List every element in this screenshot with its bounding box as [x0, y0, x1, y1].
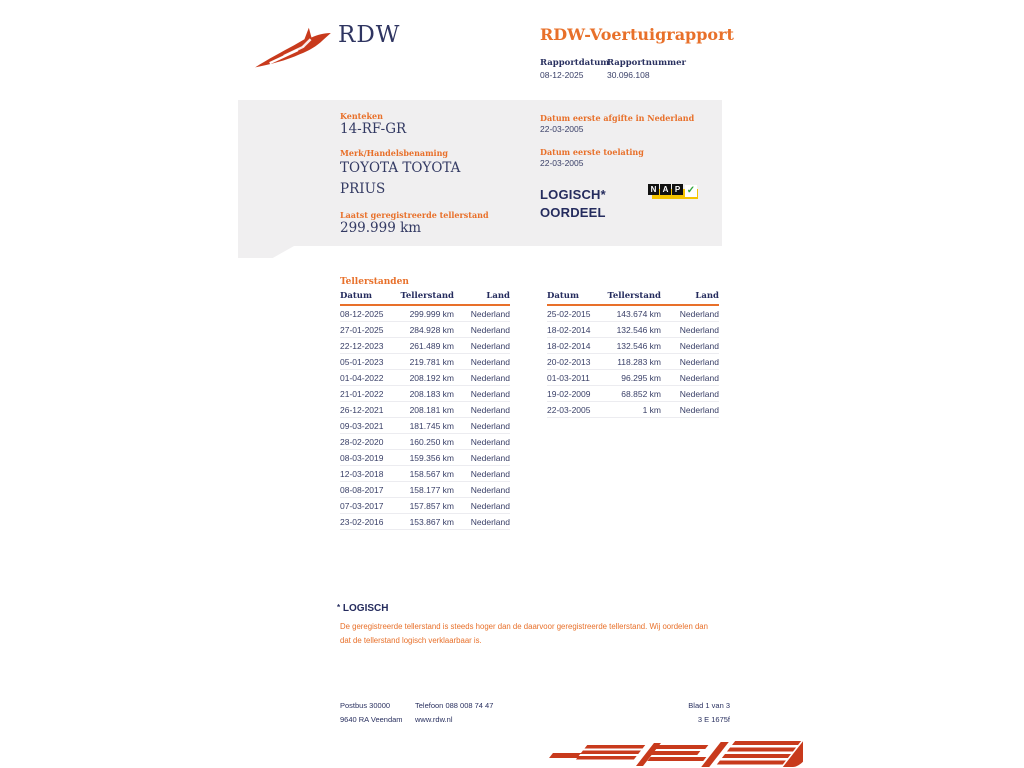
table-cell: 01-04-2022 — [340, 370, 396, 386]
merk-label: Merk/Handelsbenaming — [340, 148, 449, 158]
tellerstanden-title: Tellerstanden — [340, 277, 409, 287]
table-row — [340, 322, 510, 338]
footer-address-line2: 9640 RA Veendam — [340, 715, 403, 724]
report-number-value: 30.096.108 — [607, 70, 650, 80]
table-cell: 22-03-2005 — [547, 402, 603, 418]
table-cell: 208.192 km — [396, 370, 454, 386]
nap-letter-n: N — [648, 184, 659, 195]
footer-address-line1: Postbus 30000 — [340, 701, 391, 710]
column-header-tellerstand: Tellerstand — [396, 290, 454, 305]
column-header-land: Land — [454, 290, 510, 305]
tellerstanden-table-right — [547, 290, 719, 418]
afgifte-value: 22-03-2005 — [540, 124, 584, 134]
footnote-heading — [337, 603, 388, 614]
table-cell: 25-02-2015 — [547, 305, 603, 322]
nap-letter-p: P — [672, 184, 683, 195]
table-row — [547, 322, 719, 338]
column-header-land: Land — [661, 290, 719, 305]
table-cell: 18-02-2014 — [547, 322, 603, 338]
table-cell: Nederland — [454, 466, 510, 482]
rdw-logo-wordmark: RDW — [338, 22, 401, 48]
table-row — [547, 402, 719, 418]
table-cell: 132.546 km — [603, 338, 661, 354]
table-row — [340, 418, 510, 434]
table-cell: 22-12-2023 — [340, 338, 396, 354]
footer-form-code: 3 E 1675f — [697, 715, 730, 724]
table-cell: 20-02-2013 — [547, 354, 603, 370]
tellerstanden-table-left — [340, 290, 510, 530]
table-cell: 08-12-2025 — [340, 305, 396, 322]
nap-letter-a: A — [660, 184, 671, 195]
footnote-text — [340, 620, 708, 648]
table-cell: Nederland — [454, 514, 510, 530]
footer-website: www.rdw.nl — [415, 715, 453, 724]
table-cell: 01-03-2011 — [547, 370, 603, 386]
report-number-label: Rapportnummer — [607, 58, 686, 68]
table-row — [547, 305, 719, 322]
table-cell: Nederland — [454, 370, 510, 386]
table-cell: 19-02-2009 — [547, 386, 603, 402]
table-row — [340, 386, 510, 402]
tellerstand-label: Laatst geregistreerde tellerstand — [340, 210, 489, 220]
nap-logo — [648, 184, 700, 202]
table-cell: Nederland — [661, 305, 719, 322]
rdw-bird-logo-icon — [252, 26, 334, 70]
table-cell: 12-03-2018 — [340, 466, 396, 482]
table-row — [340, 434, 510, 450]
table-cell: Nederland — [661, 370, 719, 386]
table-cell: 08-03-2019 — [340, 450, 396, 466]
table-cell: Nederland — [454, 434, 510, 450]
table-cell: 143.674 km — [603, 305, 661, 322]
table-cell: Nederland — [454, 482, 510, 498]
table-cell: 118.283 km — [603, 354, 661, 370]
table-cell: 23-02-2016 — [340, 514, 396, 530]
column-header-tellerstand: Tellerstand — [603, 290, 661, 305]
table-cell: Nederland — [454, 402, 510, 418]
table-cell: 181.745 km — [396, 418, 454, 434]
footer-page-indicator: Blad 1 van 3 — [688, 701, 730, 710]
table-cell: Nederland — [661, 354, 719, 370]
table-row — [340, 305, 510, 322]
merk-value: TOYOTA TOYOTA PRIUS — [340, 160, 461, 197]
table-cell: 261.489 km — [396, 338, 454, 354]
table-row — [547, 370, 719, 386]
table-cell: 18-02-2014 — [547, 338, 603, 354]
table-cell: Nederland — [454, 305, 510, 322]
footer-phone: Telefoon 088 008 74 47 — [415, 701, 494, 710]
table-cell: 27-01-2025 — [340, 322, 396, 338]
table-cell: 07-03-2017 — [340, 498, 396, 514]
tellerstand-value: 299.999 km — [340, 220, 422, 236]
table-cell: 157.857 km — [396, 498, 454, 514]
table-row — [340, 514, 510, 530]
column-header-datum: Datum — [340, 290, 396, 305]
table-cell: 284.928 km — [396, 322, 454, 338]
table-cell: 132.546 km — [603, 322, 661, 338]
vehicle-summary-panel — [238, 100, 722, 246]
table-cell: 05-01-2023 — [340, 354, 396, 370]
footnote-asterisk: * — [337, 603, 341, 612]
table-row — [340, 402, 510, 418]
table-row — [340, 466, 510, 482]
table-cell: 26-12-2021 — [340, 402, 396, 418]
table-cell: Nederland — [454, 322, 510, 338]
table-cell: 208.181 km — [396, 402, 454, 418]
table-row — [340, 482, 510, 498]
footnote-line1: De geregistreerde tellerstand is steeds hoger dan de daarvoor geregistreerde tellerstand. Wij oordelen dan — [340, 622, 708, 631]
table-cell: 158.177 km — [396, 482, 454, 498]
footnote-line2: dat de tellerstand logisch verklaarbaar is. — [340, 636, 482, 645]
table-row — [547, 354, 719, 370]
table-cell: Nederland — [661, 322, 719, 338]
table-cell: Nederland — [454, 354, 510, 370]
table-cell: 96.295 km — [603, 370, 661, 386]
table-row — [340, 370, 510, 386]
table-row — [547, 386, 719, 402]
table-cell: 153.867 km — [396, 514, 454, 530]
table-cell: Nederland — [454, 338, 510, 354]
table-header-row — [340, 290, 510, 305]
table-cell: 1 km — [603, 402, 661, 418]
afgifte-label: Datum eerste afgifte in Nederland — [540, 113, 695, 123]
table-cell: 68.852 km — [603, 386, 661, 402]
table-cell: Nederland — [661, 386, 719, 402]
table-row — [340, 498, 510, 514]
table-cell: 160.250 km — [396, 434, 454, 450]
table-row — [340, 354, 510, 370]
decorative-stripes-graphic — [545, 740, 803, 768]
toelating-label: Datum eerste toelating — [540, 147, 644, 157]
table-row — [547, 338, 719, 354]
toelating-value: 22-03-2005 — [540, 158, 584, 168]
report-date-value: 08-12-2025 — [540, 70, 584, 80]
table-cell: Nederland — [661, 402, 719, 418]
nap-check-icon: ✓ — [686, 185, 696, 196]
table-cell: 08-08-2017 — [340, 482, 396, 498]
footnote-title: LOGISCH — [342, 603, 389, 614]
table-cell: 159.356 km — [396, 450, 454, 466]
table-cell: 09-03-2021 — [340, 418, 396, 434]
table-cell: Nederland — [454, 498, 510, 514]
table-cell: 28-02-2020 — [340, 434, 396, 450]
table-cell: Nederland — [454, 450, 510, 466]
table-cell: Nederland — [661, 338, 719, 354]
oordeel-line1: LOGISCH* — [540, 187, 606, 202]
table-cell: Nederland — [454, 418, 510, 434]
table-cell: 21-01-2022 — [340, 386, 396, 402]
table-header-row — [547, 290, 719, 305]
column-header-datum: Datum — [547, 290, 603, 305]
oordeel-verdict — [540, 186, 606, 222]
table-cell: 208.183 km — [396, 386, 454, 402]
table-cell: Nederland — [454, 386, 510, 402]
oordeel-line2: OORDEEL — [540, 205, 606, 220]
report-title: RDW-Voertuigrapport — [540, 25, 734, 44]
table-row — [340, 450, 510, 466]
table-cell: 299.999 km — [396, 305, 454, 322]
table-row — [340, 338, 510, 354]
table-cell: 158.567 km — [396, 466, 454, 482]
report-date-label: Rapportdatum — [540, 58, 610, 68]
kenteken-value: 14-RF-GR — [340, 121, 407, 137]
table-cell: 219.781 km — [396, 354, 454, 370]
kenteken-label: Kenteken — [340, 111, 383, 121]
